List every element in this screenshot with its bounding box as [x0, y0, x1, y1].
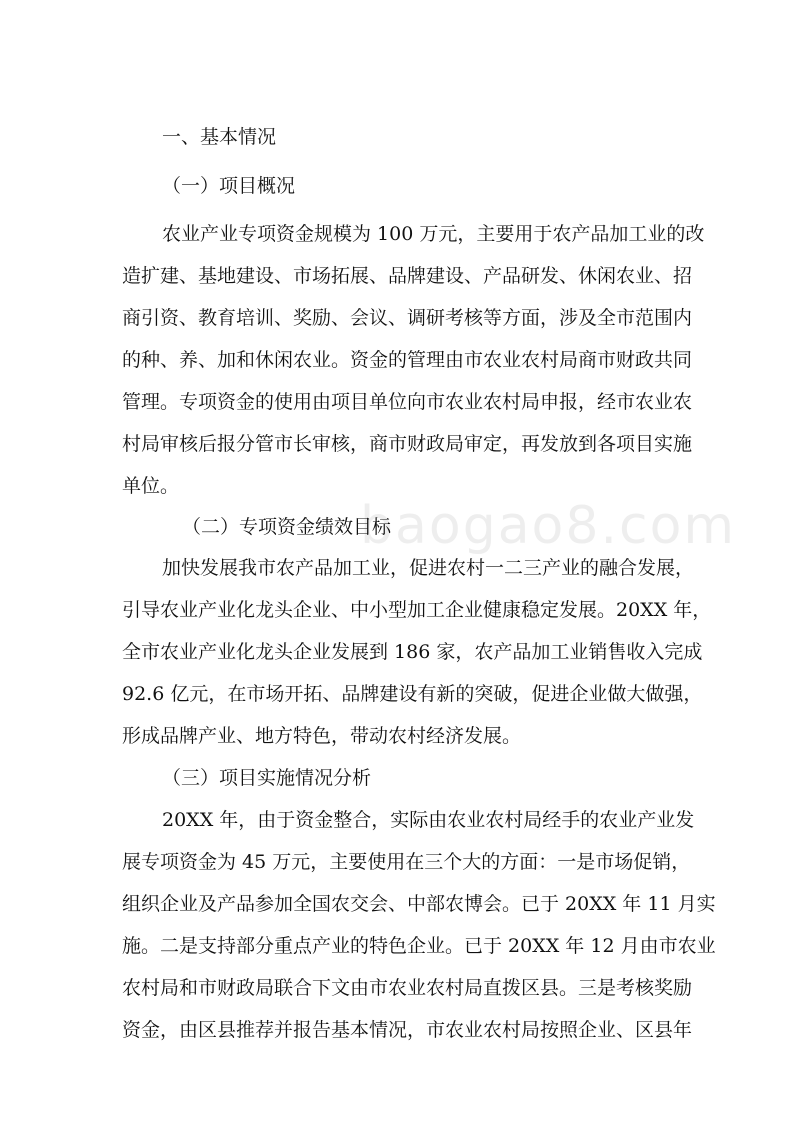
paragraph-line: 农业产业专项资金规模为 100 万元，主要用于农产品加工业的改: [162, 223, 705, 245]
paragraph-line: 造扩建、基地建设、市场拓展、品牌建设、产品研发、休闲农业、招: [122, 265, 693, 287]
paragraph-line: 92.6 亿元，在市场开拓、品牌建设有新的突破，促进企业做大做强，: [122, 683, 703, 705]
paragraph-line: 展专项资金为 45 万元，主要使用在三个大的方面：一是市场促销，: [122, 851, 691, 873]
paragraph-line: 20XX 年，由于资金整合，实际由农业农村局经手的农业产业发: [162, 809, 695, 831]
paragraph-line: 商引资、教育培训、奖励、会议、调研考核等方面，涉及全市范围内: [122, 307, 693, 329]
paragraph-line: 单位。: [122, 475, 180, 497]
paragraph-line: 加快发展我市农产品加工业，促进农村一二三产业的融合发展，: [162, 557, 695, 579]
paragraph-line: 形成品牌产业、地方特色，带动农村经济发展。: [122, 725, 522, 747]
paragraph-line: 组织企业及产品参加全国农交会、中部农博会。已于 20XX 年 11 月实: [122, 893, 716, 915]
paragraph-line: 引导农业产业化龙头企业、中小型加工企业健康稳定发展。20XX 年，: [122, 599, 712, 621]
paragraph-line: 资金，由区县推荐并报告基本情况，市农业农村局按照企业、区县年: [122, 1019, 693, 1041]
watermark-text: baogao8.com: [360, 496, 737, 556]
subheading-performance-target: （二）专项资金绩效目标: [182, 516, 392, 538]
paragraph-line: 的种、养、加和休闲农业。资金的管理由市农业农村局商市财政共同: [122, 349, 693, 371]
paragraph-line: 村局审核后报分管市长审核，商市财政局审定，再发放到各项目实施: [122, 433, 693, 455]
subheading-implementation-analysis: （三）项目实施情况分析: [162, 767, 372, 789]
paragraph-line: 全市农业产业化龙头企业发展到 186 家，农产品加工业销售收入完成: [122, 641, 703, 663]
paragraph-line: 农村局和市财政局联合下文由市农业农村局直拨区县。三是考核奖励: [122, 977, 693, 999]
paragraph-line: 施。二是支持部分重点产业的特色企业。已于 20XX 年 12 月由市农业: [122, 935, 716, 957]
paragraph-line: 管理。专项资金的使用由项目单位向市农业农村局申报，经市农业农: [122, 391, 693, 413]
heading-basic-situation: 一、基本情况: [162, 126, 277, 148]
subheading-project-overview: （一）项目概况: [162, 175, 296, 197]
